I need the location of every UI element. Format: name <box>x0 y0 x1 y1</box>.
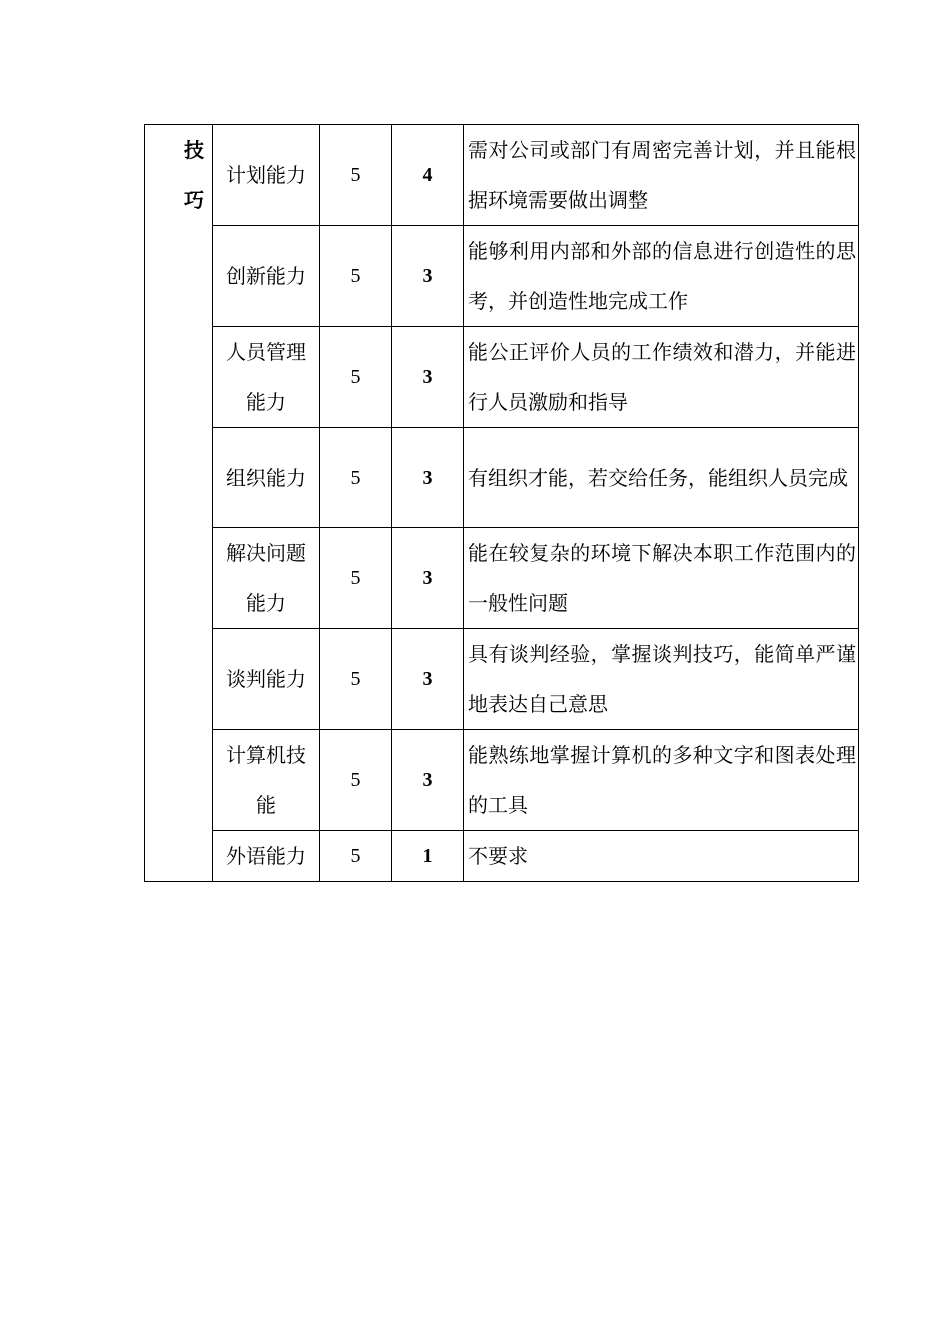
skill-description: 不要求 <box>464 831 859 882</box>
score: 3 <box>392 226 464 327</box>
full-score: 5 <box>320 428 392 528</box>
full-score: 5 <box>320 528 392 629</box>
skill-name: 组织能力 <box>213 428 320 528</box>
skill-description: 具有谈判经验，掌握谈判技巧，能简单严谨地表达自己意思 <box>464 629 859 730</box>
skills-table <box>144 124 859 882</box>
table-row <box>145 428 859 528</box>
table-row <box>145 528 859 629</box>
skill-name <box>213 528 320 629</box>
full-score: 5 <box>320 831 392 882</box>
score: 4 <box>392 125 464 226</box>
skill-description: 能熟练地掌握计算机的多种文字和图表处理的工具 <box>464 730 859 831</box>
score: 3 <box>392 629 464 730</box>
score: 3 <box>392 528 464 629</box>
table-row <box>145 327 859 428</box>
skill-description: 有组织才能，若交给任务，能组织人员完成 <box>464 428 859 528</box>
score: 1 <box>392 831 464 882</box>
skill-description: 需对公司或部门有周密完善计划，并且能根据环境需要做出调整 <box>464 125 859 226</box>
skill-name: 创新能力 <box>213 226 320 327</box>
skill-description: 能在较复杂的环境下解决本职工作范围内的一般性问题 <box>464 528 859 629</box>
full-score: 5 <box>320 327 392 428</box>
table-row <box>145 629 859 730</box>
skill-name: 外语能力 <box>213 831 320 882</box>
table-row <box>145 730 859 831</box>
score: 3 <box>392 730 464 831</box>
skill-name: 计划能力 <box>213 125 320 226</box>
score: 3 <box>392 428 464 528</box>
category-cell <box>145 125 213 882</box>
table-row <box>145 226 859 327</box>
skill-description: 能公正评价人员的工作绩效和潜力，并能进行人员激励和指导 <box>464 327 859 428</box>
skill-name-text: 计算机技能 <box>226 743 306 817</box>
table-row <box>145 125 859 226</box>
skill-name: 谈判能力 <box>213 629 320 730</box>
category-char: 技 <box>184 138 204 162</box>
score: 3 <box>392 327 464 428</box>
full-score: 5 <box>320 125 392 226</box>
table-row <box>145 831 859 882</box>
skill-description: 能够利用内部和外部的信息进行创造性的思考，并创造性地完成工作 <box>464 226 859 327</box>
category-char: 巧 <box>184 188 204 212</box>
full-score: 5 <box>320 730 392 831</box>
full-score: 5 <box>320 226 392 327</box>
skill-name <box>213 730 320 831</box>
skill-name-text: 解决问题能力 <box>226 541 306 615</box>
full-score: 5 <box>320 629 392 730</box>
skill-name-text: 人员管理能力 <box>226 340 306 414</box>
skill-name <box>213 327 320 428</box>
